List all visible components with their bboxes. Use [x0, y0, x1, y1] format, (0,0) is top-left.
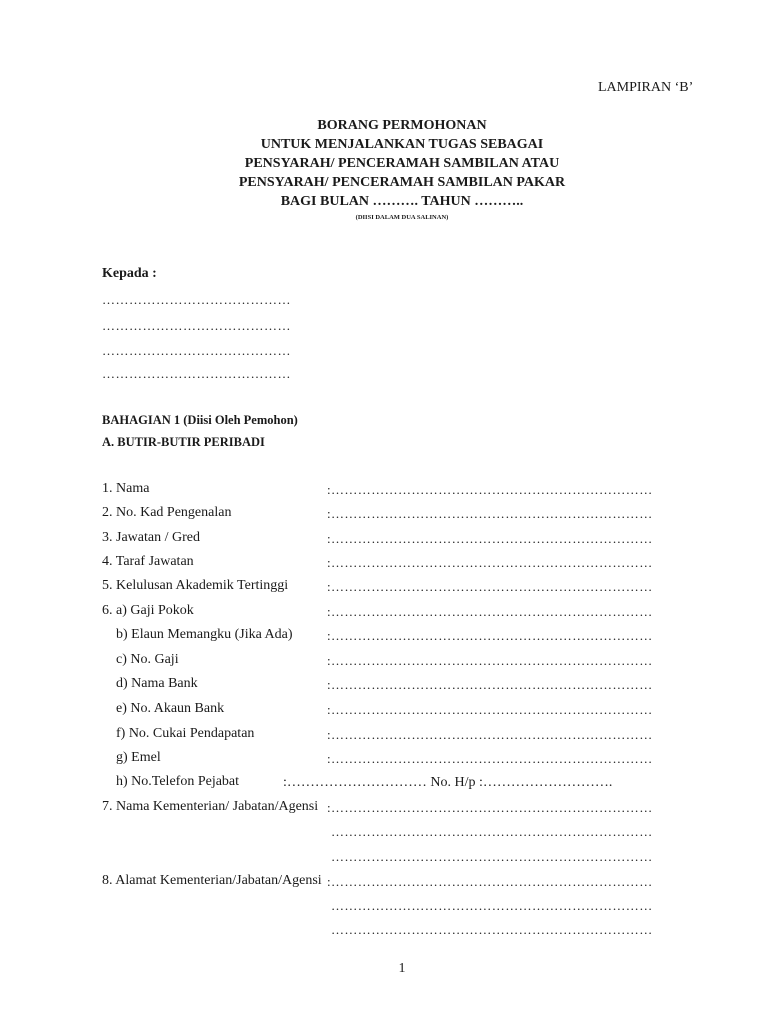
field-label-jawatan-gred: 3. Jawatan / Gred — [102, 530, 200, 545]
field-value-taraf-jawatan[interactable]: :……………………………………………………………… — [327, 555, 653, 570]
form-title — [0, 116, 768, 211]
field-label-kelulusan: 5. Kelulusan Akademik Tertinggi — [102, 578, 289, 593]
copies-note: (DIISI DALAM DUA SALINAN) — [355, 214, 449, 221]
field-value-cukai[interactable]: :……………………………………………………………… — [327, 727, 653, 742]
title-line: PENSYARAH/ PENCERAMAH SAMBILAN PAKAR — [238, 175, 566, 190]
field-label-kementerian: 7. Nama Kementerian/ Jabatan/Agensi — [102, 799, 319, 814]
field-value-nama-bank[interactable]: :……………………………………………………………… — [327, 677, 653, 692]
field-label-akaun-bank: e) No. Akaun Bank — [116, 701, 225, 716]
lampiran-label: LAMPIRAN ‘B’ — [598, 80, 694, 95]
field-value-alamat-cont[interactable]: ……………………………………………………………… — [331, 922, 653, 937]
field-value-gaji-pokok[interactable]: :……………………………………………………………… — [327, 604, 653, 619]
title-line: PENSYARAH/ PENCERAMAH SAMBILAN ATAU — [244, 156, 560, 171]
field-label-elaun: b) Elaun Memangku (Jika Ada) — [116, 627, 293, 642]
title-line: BORANG PERMOHONAN — [317, 118, 487, 133]
field-value-kementerian-cont[interactable]: ……………………………………………………………… — [331, 824, 653, 839]
address-line[interactable]: …………………………………… — [102, 318, 291, 333]
field-label-telefon: h) No.Telefon Pejabat — [116, 774, 240, 789]
field-label-nama-bank: d) Nama Bank — [116, 676, 198, 691]
field-value-alamat-cont[interactable]: ……………………………………………………………… — [331, 898, 653, 913]
page-number: 1 — [398, 961, 406, 976]
field-value-kementerian[interactable]: :……………………………………………………………… — [327, 800, 653, 815]
field-value-nama[interactable]: :……………………………………………………………… — [327, 482, 653, 497]
field-label-nama: 1. Nama — [102, 481, 150, 496]
field-value-alamat[interactable]: :……………………………………………………………… — [327, 874, 653, 889]
field-value-elaun[interactable]: :……………………………………………………………… — [327, 628, 653, 643]
subsection-title: A. BUTIR-BUTIR PERIBADI — [102, 435, 265, 449]
address-line[interactable]: …………………………………… — [102, 292, 291, 307]
field-label-cukai: f) No. Cukai Pendapatan — [116, 726, 255, 741]
field-value-no-gaji[interactable]: :……………………………………………………………… — [327, 653, 653, 668]
field-value-jawatan-gred[interactable]: :……………………………………………………………… — [327, 531, 653, 546]
field-label-alamat: 8. Alamat Kementerian/Jabatan/Agensi — [102, 873, 322, 888]
field-value-kementerian-cont[interactable]: ……………………………………………………………… — [331, 849, 653, 864]
field-value-emel[interactable]: :……………………………………………………………… — [327, 751, 653, 766]
field-label-gaji-pokok: 6. a) Gaji Pokok — [102, 603, 194, 618]
field-label-no-gaji: c) No. Gaji — [116, 652, 179, 667]
address-line[interactable]: …………………………………… — [102, 366, 291, 381]
field-value-kelulusan[interactable]: :……………………………………………………………… — [327, 579, 653, 594]
field-label-kad-pengenalan: 2. No. Kad Pengenalan — [102, 505, 232, 520]
part-title: BAHAGIAN 1 (Diisi Oleh Pemohon) — [102, 413, 298, 427]
kepada-label: Kepada : — [102, 266, 157, 281]
field-value-akaun-bank[interactable]: :……………………………………………………………… — [327, 702, 653, 717]
field-value-kad-pengenalan[interactable]: :……………………………………………………………… — [327, 506, 653, 521]
field-label-taraf-jawatan: 4. Taraf Jawatan — [102, 554, 194, 569]
field-label-emel: g) Emel — [116, 750, 161, 765]
field-value-telefon[interactable]: :………………………… No. H/p :………………………. — [283, 775, 613, 790]
address-line[interactable]: …………………………………… — [102, 343, 291, 358]
title-line: BAGI BULAN ………. TAHUN ……….. — [280, 194, 524, 209]
title-line: UNTUK MENJALANKAN TUGAS SEBAGAI — [260, 137, 544, 152]
